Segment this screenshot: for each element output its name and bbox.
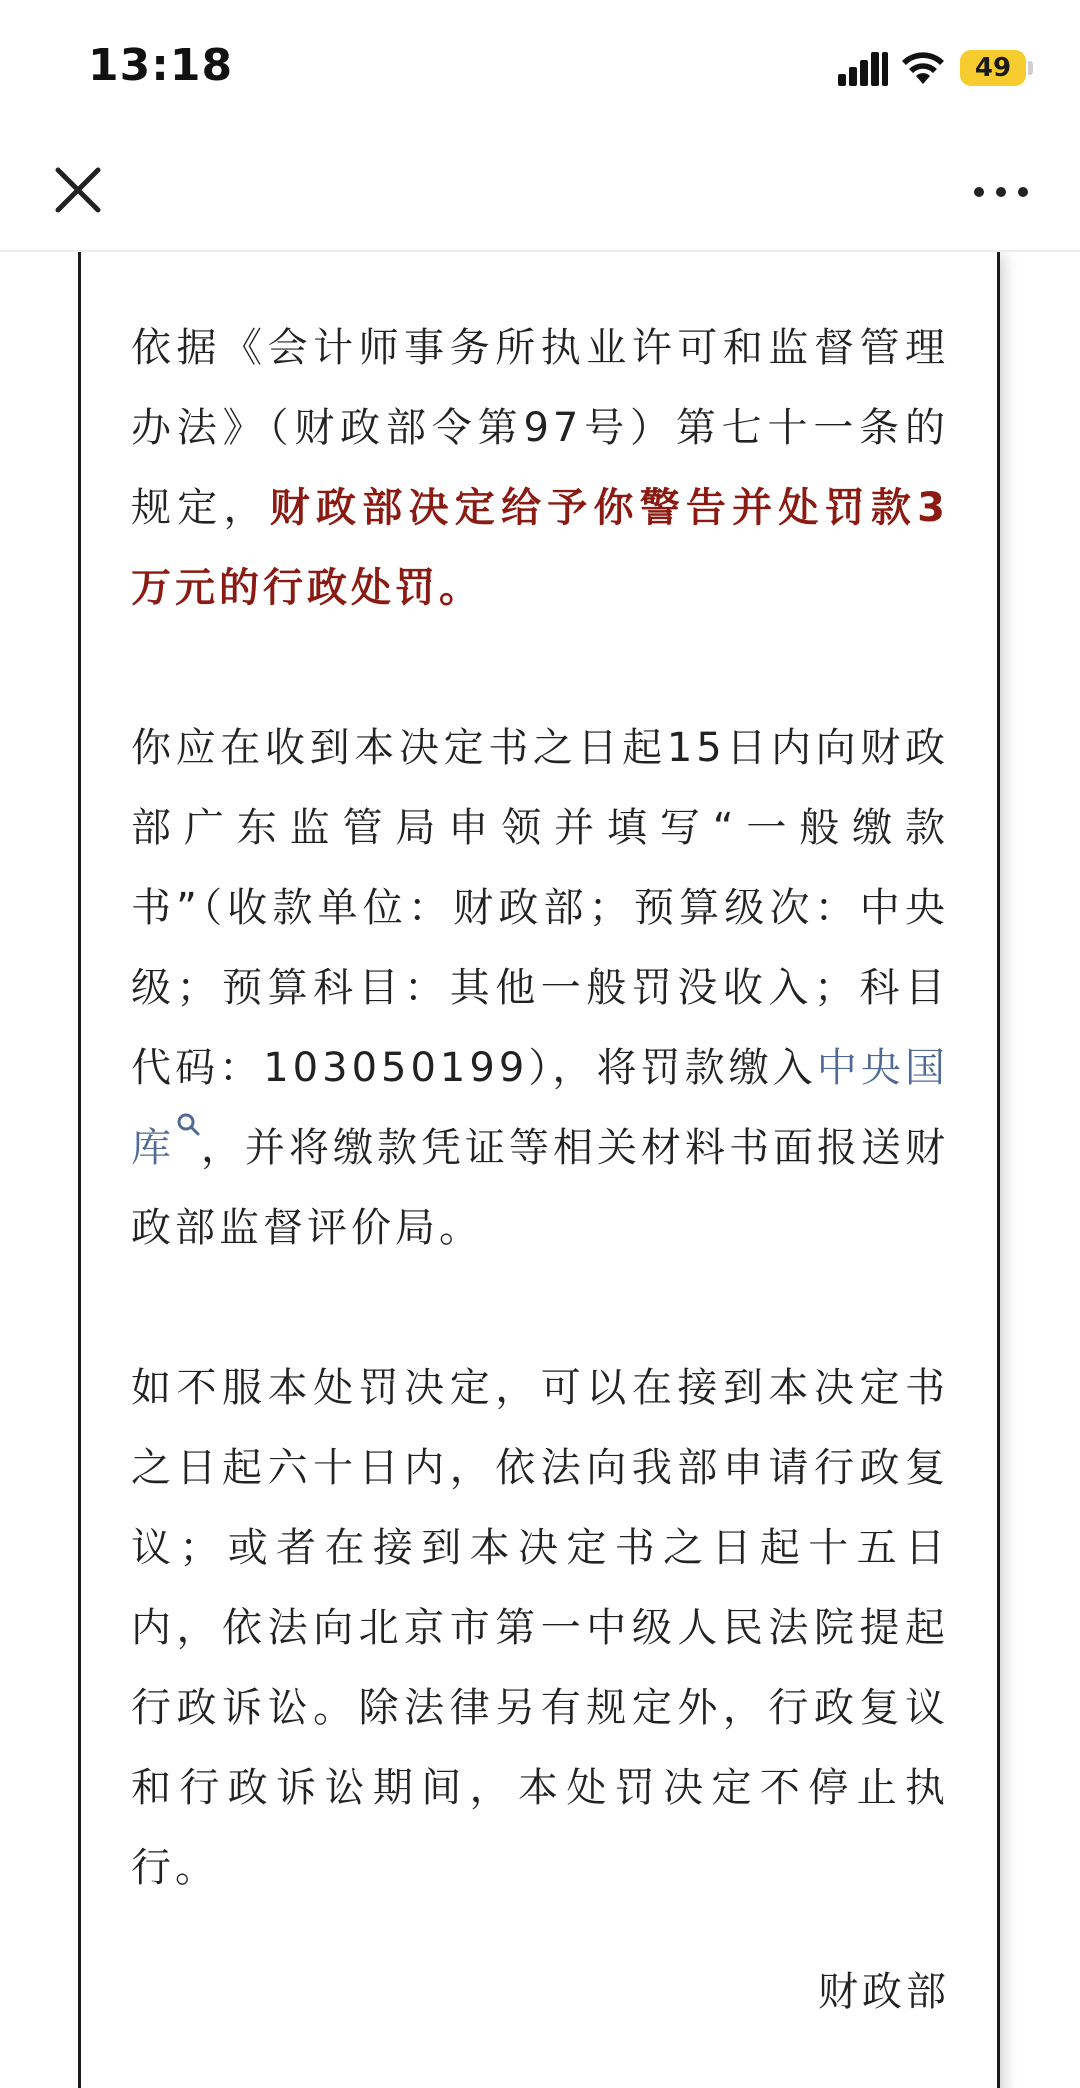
more-icon[interactable] bbox=[970, 160, 1032, 222]
signature: 财政部 bbox=[818, 1969, 950, 2015]
document-area[interactable] bbox=[0, 252, 1080, 2088]
battery-level: 49 bbox=[974, 53, 1012, 83]
battery-charging-icon bbox=[960, 50, 1026, 86]
signal-icon bbox=[838, 52, 888, 86]
close-icon[interactable] bbox=[48, 160, 110, 222]
paragraph-text: ，并将缴款凭证等相关材料书面报送财政部监督评价局。 bbox=[131, 1125, 949, 1251]
paragraph-appeal-rights: 如不服本处罚决定，可以在接到本决定书之日起六十日内，依法向我部申请行政复议；或者在接到本决定书之日起十五日内，依法向北京市第一中级人民法院提起行政诉讼。除法律另有规定外，行政复议和行政诉讼期间，本处罚决定不停止执行。 bbox=[131, 1365, 949, 1891]
battery-cap bbox=[1028, 61, 1033, 75]
search-icon[interactable] bbox=[175, 1112, 201, 1138]
paragraph-text: 你应在收到本决定书之日起15日内向财政部广东监管局申领并填写“一般缴款书”（收款单位：财政部；预算级次：中央级；预算科目：其他一般罚没收入；科目代码：103050199），将罚款缴入 bbox=[131, 725, 949, 1091]
status-time: 13:18 bbox=[88, 40, 234, 91]
wifi-icon bbox=[900, 48, 946, 86]
paragraph-penalty-basis bbox=[131, 308, 949, 628]
nav-bar bbox=[0, 130, 1080, 252]
paragraph-text: 依据《会计师事务所执业许可和监督管理办法》（财政部令第97号）第七十一条的规定， bbox=[131, 325, 949, 531]
paragraph-payment-instructions bbox=[131, 708, 949, 1268]
central-treasury-link[interactable]: 中央国库 bbox=[131, 1045, 950, 1171]
penalty-highlight: 财政部决定给予你警告并处罚款3万元的行政处罚。 bbox=[131, 485, 949, 611]
status-bar bbox=[0, 0, 1080, 130]
